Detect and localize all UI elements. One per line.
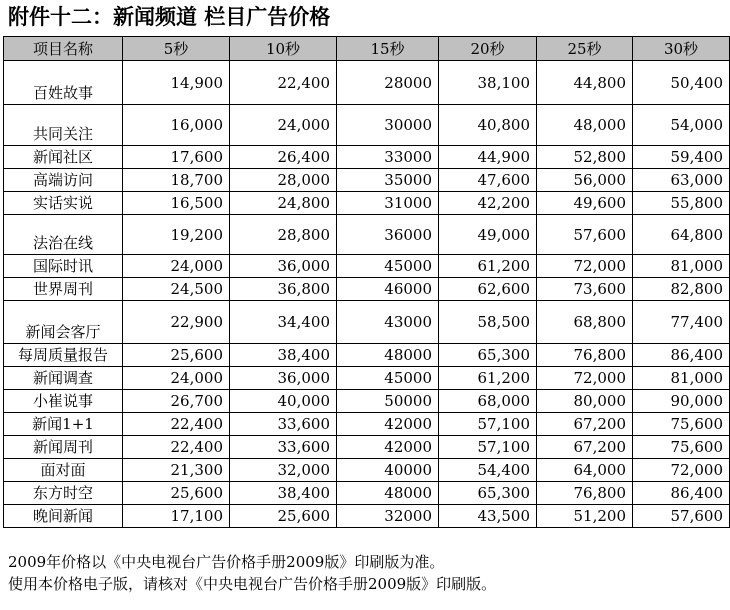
price-cell: 44,900 [439, 146, 537, 169]
price-cell: 57,100 [439, 413, 537, 436]
price-cell: 72,000 [537, 255, 633, 278]
price-cell: 72,000 [633, 459, 730, 482]
price-cell: 77,400 [633, 301, 730, 344]
column-header-duration: 25秒 [537, 37, 633, 61]
program-name-cell: 小崔说事 [4, 390, 123, 413]
price-cell: 45000 [337, 255, 439, 278]
price-cell: 33,600 [230, 436, 337, 459]
price-cell: 68,000 [439, 390, 537, 413]
price-cell: 36,000 [230, 367, 337, 390]
price-cell: 72,000 [537, 367, 633, 390]
price-cell: 22,400 [123, 436, 230, 459]
price-cell: 42,200 [439, 192, 537, 215]
program-name-cell: 国际时讯 [4, 255, 123, 278]
program-name-cell: 法治在线 [4, 215, 123, 255]
price-cell: 67,200 [537, 413, 633, 436]
table-row [4, 169, 730, 192]
price-cell: 33,600 [230, 413, 337, 436]
price-cell: 25,600 [230, 505, 337, 528]
program-name-cell: 新闻调查 [4, 367, 123, 390]
price-cell: 40,000 [230, 390, 337, 413]
price-cell: 64,800 [633, 215, 730, 255]
price-cell: 82,800 [633, 278, 730, 301]
table-body [4, 61, 730, 528]
program-name-cell: 东方时空 [4, 482, 123, 505]
price-cell: 76,800 [537, 482, 633, 505]
price-cell: 61,200 [439, 367, 537, 390]
program-name-cell: 新闻1+1 [4, 413, 123, 436]
price-cell: 68,800 [537, 301, 633, 344]
page-title: 附件十二：新闻频道 栏目广告价格 [8, 5, 331, 29]
table-row [4, 146, 730, 169]
price-cell: 50000 [337, 390, 439, 413]
price-cell: 40,800 [439, 105, 537, 146]
price-cell: 75,600 [633, 413, 730, 436]
price-cell: 16,000 [123, 105, 230, 146]
table-row [4, 482, 730, 505]
price-cell: 24,000 [230, 105, 337, 146]
price-cell: 58,500 [439, 301, 537, 344]
price-cell: 25,600 [123, 482, 230, 505]
price-cell: 80,000 [537, 390, 633, 413]
price-cell: 86,400 [633, 482, 730, 505]
price-cell: 65,300 [439, 344, 537, 367]
price-cell: 73,600 [537, 278, 633, 301]
price-cell: 61,200 [439, 255, 537, 278]
price-cell: 17,100 [123, 505, 230, 528]
column-header-duration: 5秒 [123, 37, 230, 61]
price-cell: 54,400 [439, 459, 537, 482]
price-cell: 40000 [337, 459, 439, 482]
price-cell: 67,200 [537, 436, 633, 459]
price-cell: 48000 [337, 482, 439, 505]
price-cell: 26,700 [123, 390, 230, 413]
price-cell: 36,800 [230, 278, 337, 301]
price-cell: 14,900 [123, 61, 230, 105]
price-cell: 57,100 [439, 436, 537, 459]
table-row [4, 215, 730, 255]
price-cell: 48,000 [537, 105, 633, 146]
table-row [4, 192, 730, 215]
column-header-duration: 10秒 [230, 37, 337, 61]
table-row [4, 301, 730, 344]
price-cell: 19,200 [123, 215, 230, 255]
price-cell: 42000 [337, 436, 439, 459]
price-cell: 49,600 [537, 192, 633, 215]
column-header-duration: 20秒 [439, 37, 537, 61]
table-row [4, 61, 730, 105]
program-name-cell: 新闻周刊 [4, 436, 123, 459]
price-cell: 43,500 [439, 505, 537, 528]
price-cell: 54,000 [633, 105, 730, 146]
price-cell: 36,000 [230, 255, 337, 278]
table-row [4, 367, 730, 390]
price-cell: 33000 [337, 146, 439, 169]
table-row [4, 255, 730, 278]
price-cell: 25,600 [123, 344, 230, 367]
price-cell: 22,400 [123, 413, 230, 436]
price-cell: 45000 [337, 367, 439, 390]
price-cell: 47,600 [439, 169, 537, 192]
price-cell: 22,900 [123, 301, 230, 344]
price-cell: 26,400 [230, 146, 337, 169]
price-cell: 28,000 [230, 169, 337, 192]
table-row [4, 436, 730, 459]
program-name-cell: 百姓故事 [4, 61, 123, 105]
price-cell: 38,400 [230, 344, 337, 367]
program-name-cell: 面对面 [4, 459, 123, 482]
price-cell: 65,300 [439, 482, 537, 505]
price-cell: 57,600 [633, 505, 730, 528]
price-cell: 90,000 [633, 390, 730, 413]
program-name-cell: 新闻会客厅 [4, 301, 123, 344]
price-cell: 76,800 [537, 344, 633, 367]
price-cell: 75,600 [633, 436, 730, 459]
price-cell: 62,600 [439, 278, 537, 301]
table-row [4, 459, 730, 482]
price-cell: 38,100 [439, 61, 537, 105]
table-row [4, 105, 730, 146]
price-cell: 55,800 [633, 192, 730, 215]
table-row [4, 413, 730, 436]
price-cell: 30000 [337, 105, 439, 146]
price-cell: 24,000 [123, 367, 230, 390]
footer-note-line-1: 2009年价格以《中央电视台广告价格手册2009版》印刷版为准。 [8, 553, 445, 571]
program-name-cell: 世界周刊 [4, 278, 123, 301]
table-row [4, 505, 730, 528]
price-table [3, 36, 730, 528]
price-cell: 24,800 [230, 192, 337, 215]
price-cell: 34,400 [230, 301, 337, 344]
price-cell: 18,700 [123, 169, 230, 192]
price-cell: 16,500 [123, 192, 230, 215]
program-name-cell: 共同关注 [4, 105, 123, 146]
price-cell: 56,000 [537, 169, 633, 192]
price-cell: 59,400 [633, 146, 730, 169]
price-cell: 46000 [337, 278, 439, 301]
column-header-duration: 30秒 [633, 37, 730, 61]
table-row [4, 278, 730, 301]
program-name-cell: 实话实说 [4, 192, 123, 215]
price-cell: 64,000 [537, 459, 633, 482]
program-name-cell: 新闻社区 [4, 146, 123, 169]
price-cell: 81,000 [633, 255, 730, 278]
price-cell: 57,600 [537, 215, 633, 255]
footer-note-line-2: 使用本价格电子版，请核对《中央电视台广告价格手册2009版》印刷版。 [8, 575, 497, 593]
price-cell: 28,800 [230, 215, 337, 255]
price-cell: 22,400 [230, 61, 337, 105]
price-cell: 32,000 [230, 459, 337, 482]
footer-notes [8, 551, 496, 595]
table-row [4, 344, 730, 367]
price-cell: 17,600 [123, 146, 230, 169]
price-cell: 86,400 [633, 344, 730, 367]
price-cell: 48000 [337, 344, 439, 367]
price-cell: 24,500 [123, 278, 230, 301]
table-header-row [4, 37, 730, 61]
price-cell: 44,800 [537, 61, 633, 105]
price-cell: 42000 [337, 413, 439, 436]
price-cell: 32000 [337, 505, 439, 528]
column-header-duration: 15秒 [337, 37, 439, 61]
price-cell: 51,200 [537, 505, 633, 528]
program-name-cell: 晚间新闻 [4, 505, 123, 528]
price-cell: 21,300 [123, 459, 230, 482]
column-header-name: 项目名称 [4, 37, 123, 61]
price-cell: 24,000 [123, 255, 230, 278]
price-cell: 31000 [337, 192, 439, 215]
price-cell: 52,800 [537, 146, 633, 169]
program-name-cell: 每周质量报告 [4, 344, 123, 367]
price-cell: 49,000 [439, 215, 537, 255]
price-cell: 35000 [337, 169, 439, 192]
price-cell: 50,400 [633, 61, 730, 105]
price-cell: 28000 [337, 61, 439, 105]
price-cell: 63,000 [633, 169, 730, 192]
price-cell: 38,400 [230, 482, 337, 505]
price-cell: 43000 [337, 301, 439, 344]
program-name-cell: 高端访问 [4, 169, 123, 192]
table-row [4, 390, 730, 413]
price-cell: 36000 [337, 215, 439, 255]
price-cell: 81,000 [633, 367, 730, 390]
